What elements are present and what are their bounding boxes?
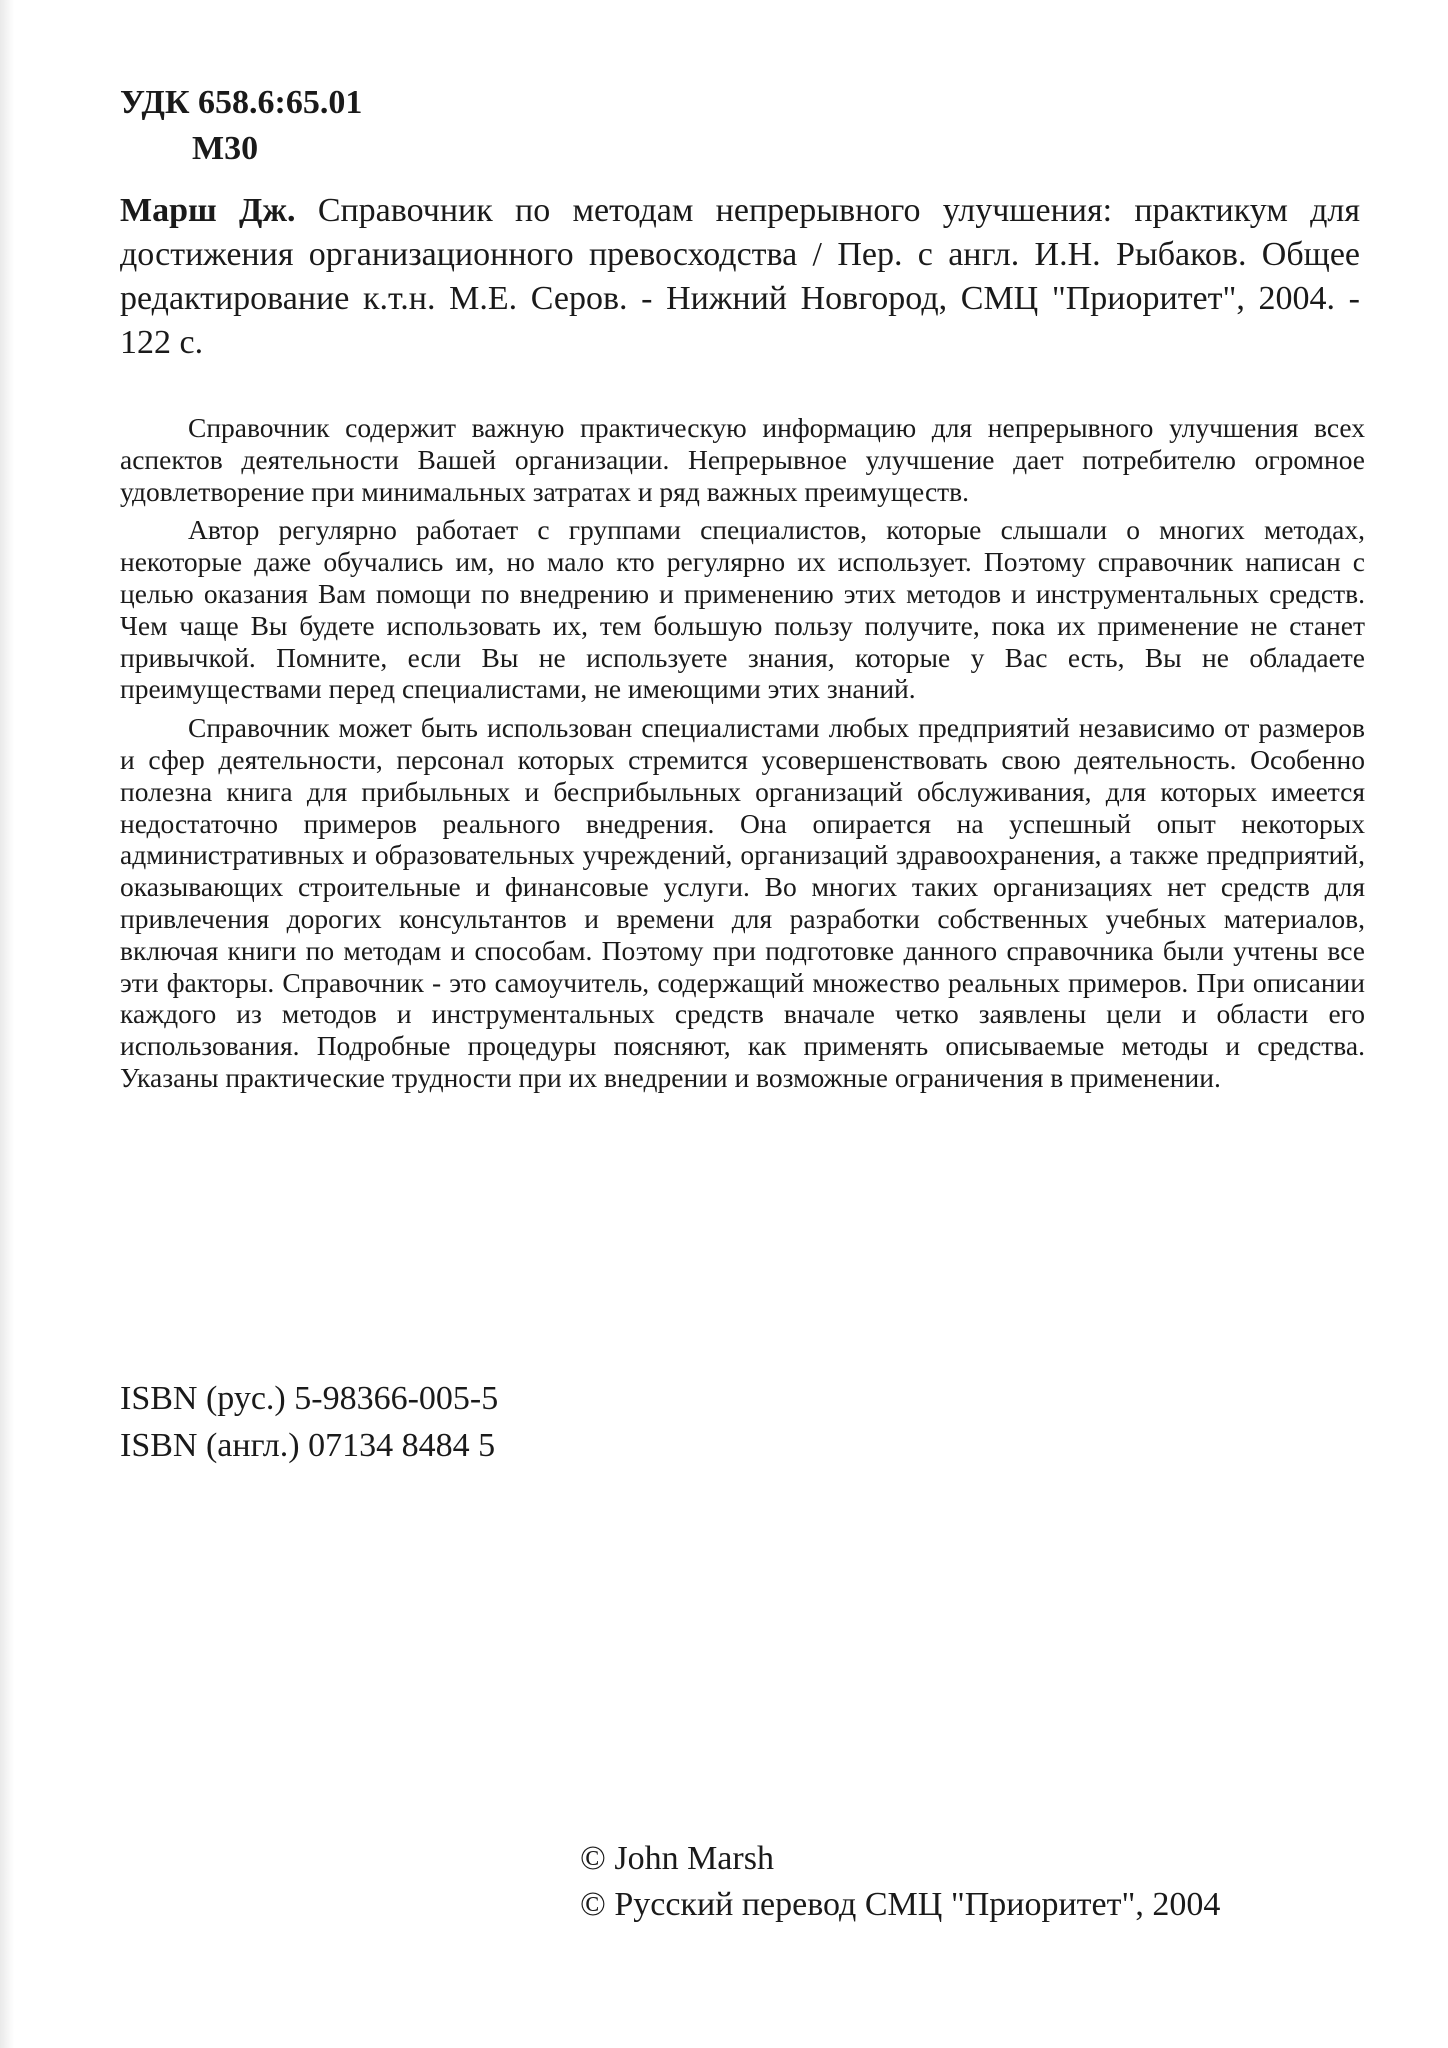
bibliographic-text: Справочник по методам непрерывного улучшения: практикум для достижения организационного превосходства / Пер. с англ. И.Н. Рыбаков. Общее редактирование к.т.н. М.Е. Серов. - Нижний Новгород, СМЦ "Приоритет", 2004. - 122 с.	[120, 192, 1361, 361]
udc-block	[120, 80, 362, 172]
copyright-author: © John Marsh	[580, 1840, 774, 1877]
isbn-russian: ISBN (рус.) 5-98366-005-5	[120, 1380, 499, 1417]
annotation	[120, 412, 1365, 1101]
bibliographic-author: Марш Дж.	[120, 192, 296, 229]
copyright-translation: © Русский перевод СМЦ "Приоритет", 2004	[580, 1886, 1221, 1923]
isbn-block	[120, 1375, 498, 1469]
copyright-block	[580, 1836, 1220, 1928]
isbn-english: ISBN (англ.) 07134 8484 5	[120, 1427, 496, 1464]
author-mark: М30	[192, 130, 259, 167]
annotation-paragraph-3: Справочник может быть использован специалистами любых предприятий независимо от размеров и сфер деятельности, персонал которых стремится усовершенствовать свою деятельность. Особенно полезна книга для прибыльных и бесприбыльных организаций обслуживания, для которых имеется недостаточно примеров реального внедрения. Она опирается на успешный опыт некоторых административных и образовательных учреждений, организаций здравоохранения, а также предприятий, оказывающих строительные и финансовые услуги. Во многих таких организациях нет средств для привлечения дорогих консультантов и времени для разработки собственных учебных материалов, включая книги по методам и способам. Поэтому при подготовке данного справочника были учтены все эти факторы. Справочник - это самоучитель, содержащий множество реальных примеров. При описании каждого из методов и инструментальных средств вначале четко заявлены цели и области его использования. Подробные процедуры поясняют, как применять описываемые методы и средства. Указаны практические трудности при их внедрении и возможные ограничения в применении.	[120, 712, 1365, 1093]
bibliographic-description	[120, 189, 1360, 365]
page-edge-shadow	[0, 0, 14, 2048]
annotation-paragraph-2: Автор регулярно работает с группами специалистов, которые слышали о многих методах, некоторые даже обучались им, но мало кто регулярно их использует. Поэтому справочник написан с целью оказания Вам помощи по внедрению и применению этих методов и инструментальных средств. Чем чаще Вы будете использовать их, тем большую пользу получите, пока их применение не станет привычкой. Помните, если Вы не используете знания, которые у Вас есть, Вы не обладаете преимуществами перед специалистами, не имеющими этих знаний.	[120, 514, 1365, 705]
udc-code: УДК 658.6:65.01	[120, 84, 363, 121]
annotation-paragraph-1: Справочник содержит важную практическую информацию для непрерывного улучшения всех аспектов деятельности Вашей организации. Непрерывное улучшение дает потребителю огромное удовлетворение при минимальных затратах и ряд важных преимуществ.	[120, 412, 1365, 507]
